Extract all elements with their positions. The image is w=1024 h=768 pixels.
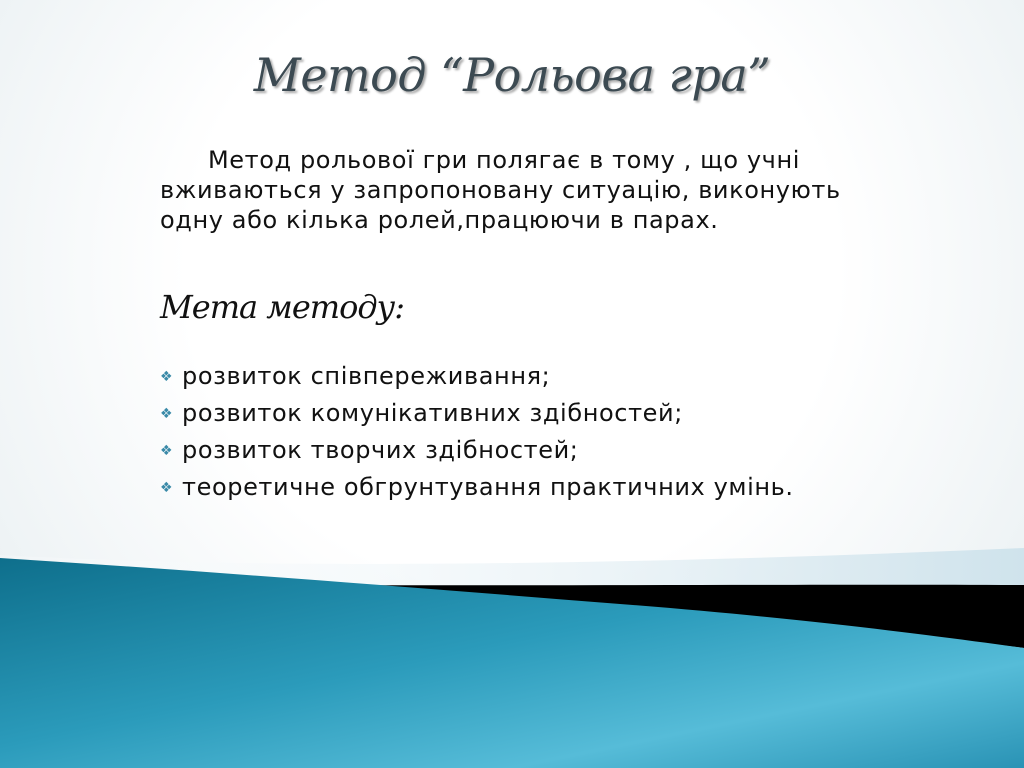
goal-list — [160, 361, 880, 503]
slide-title: Метод “Рольова гра” — [253, 48, 771, 102]
diamond-bullet-icon: ❖ — [160, 443, 174, 459]
goal-heading: Мета методу: — [160, 288, 404, 326]
goal-text: розвиток комунікативних здібностей; — [182, 399, 683, 427]
method-description: Метод рольової гри полягає в тому , що учні вживаються у запропоновану ситуацію, виконують одну або кілька ролей,працюючи в парах. — [160, 146, 841, 234]
goal-text: теоретичне обгрунтування практичних умінь. — [182, 473, 794, 501]
goal-item — [160, 435, 880, 466]
goal-item — [160, 398, 880, 429]
goal-text: розвиток співпереживання; — [182, 362, 551, 390]
goal-item — [160, 361, 880, 392]
diamond-bullet-icon: ❖ — [160, 406, 174, 422]
teal-wave-shape — [0, 558, 1024, 768]
diamond-bullet-icon: ❖ — [160, 480, 174, 496]
slide-content — [160, 145, 880, 509]
diamond-bullet-icon: ❖ — [160, 369, 174, 385]
goal-item — [160, 472, 880, 503]
light-wave-band — [0, 548, 1024, 600]
goal-text: розвиток творчих здібностей; — [182, 436, 579, 464]
black-wave-band — [280, 585, 1024, 648]
